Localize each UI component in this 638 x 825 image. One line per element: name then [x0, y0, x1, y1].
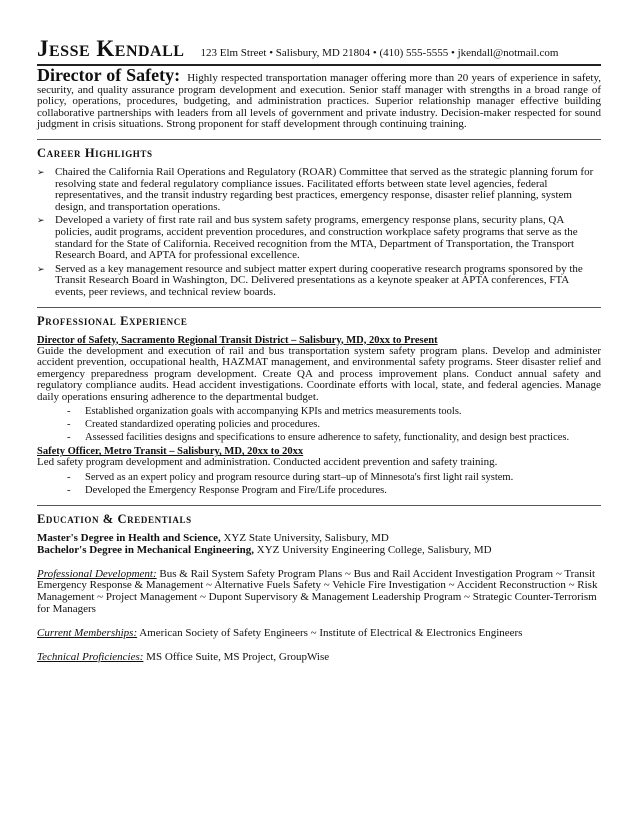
list-item — [37, 405, 601, 418]
contact-info: 123 Elm Street • Salisbury, MD 21804 • (410) 555-5555 • jkendall@notmail.com — [200, 47, 559, 59]
proficiencies-label: Technical Proficiencies: — [37, 650, 144, 663]
memberships-text: American Society of Safety Engineers ~ Institute of Electrical & Electronics Engineers — [139, 626, 523, 639]
list-item — [37, 418, 601, 431]
section-divider — [37, 505, 601, 506]
dash-bullet-icon: - — [67, 432, 71, 444]
section-divider — [37, 139, 601, 140]
objective-text: Highly respected transportation manager offering more than 20 years of experience in safety, security, and quality assurance program development and execution. Senior staff manager with strengths in a broad range of policy, operations, procedures, budgeting, and administration practices. Superior relationship manager effective building collaborative partnerships with leaders from all levels of government and private industry. Decision-maker respected for sound judgment in crisis situations. Strong proponent for staff development through continuing training. — [37, 72, 601, 131]
development-text: Bus & Rail System Safety Program Plans ~ Bus and Rail Accident Investigation Program ~ Transit Emergency Response & Management ~ Alternative Fuels Safety ~ Vehicle Fire Investigation ~ Accident Reconstruction ~ Risk Management ~ Project Management ~ Dupont Supervisory & Management Leadership Program ~ Strategic Counter-Terrorism for Managers — [37, 567, 598, 616]
objective-summary — [37, 65, 601, 131]
development-label: Professional Development: — [37, 567, 157, 580]
professional-development — [37, 569, 601, 616]
list-item — [37, 431, 601, 444]
job-description: Guide the development and execution of rail and bus transportation system safety program plans. Develop and administer accident prevention, occupational health, HAZMAT management, and environmental safety programs. Steer disaster relief and emergency preparedness program development. Create QA and process improvement plans. Conduct annual safety and regulatory compliance audits. Head accident investigations. Coordinate efforts with local, state, and federal agencies. Manage daily operations ensuring adherence to the departmental budget. — [37, 344, 601, 403]
section-divider — [37, 307, 601, 308]
job-title: Director of Safety, Sacramento Regional Transit District – Salisbury, MD, 20xx to Present — [37, 334, 438, 346]
degree-name: Bachelor's Degree in Mechanical Engineering, — [37, 543, 255, 556]
current-memberships — [37, 628, 601, 640]
resume-header — [37, 36, 601, 62]
job-description: Led safety program development and administration. Conducted accident prevention and safety training. — [37, 456, 498, 469]
duty-text: Assessed facilities designs and specifications to ensure adherence to safety, functionality, and design best practices. — [85, 432, 570, 444]
duty-text: Created standardized operating policies and procedures. — [85, 419, 320, 431]
professional-experience-heading: Professional Experience — [37, 313, 188, 328]
proficiencies-text: MS Office Suite, MS Project, GroupWise — [146, 650, 330, 663]
degree-entry — [37, 545, 601, 557]
dash-bullet-icon: - — [67, 419, 71, 431]
memberships-label: Current Memberships: — [37, 626, 138, 639]
job-duties-list — [37, 471, 601, 497]
arrow-bullet-icon: ➢ — [37, 166, 45, 177]
list-item — [37, 215, 601, 261]
highlight-text: Chaired the California Rail Operations and Regulatory (ROAR) Committee that served as the strategic planning forum for resolving state and federal regulatory compliance issues. Facilitated efforts between state level agencies, federal representatives, and the transit industry regarding best practices, emergency response, disaster relief planning, system design, and transportation operations. — [55, 165, 594, 213]
dash-bullet-icon: - — [67, 472, 71, 484]
duty-text: Served as an expert policy and program resource during start–up of Minnesota's first light rail system. — [85, 472, 514, 484]
career-highlights-heading: Career Highlights — [37, 145, 153, 160]
arrow-bullet-icon: ➢ — [37, 215, 45, 226]
degree-school: XYZ University Engineering College, Salisbury, MD — [256, 543, 492, 556]
resume-page — [37, 36, 601, 663]
objective-title: Director of Safety: — [37, 65, 181, 85]
job-duties-list — [37, 405, 601, 444]
list-item — [37, 264, 601, 299]
list-item — [37, 484, 601, 497]
job-title: Safety Officer, Metro Transit – Salisbury, MD, 20xx to 20xx — [37, 446, 304, 458]
degree-school: XYZ State University, Salisbury, MD — [223, 532, 389, 545]
applicant-name: Jesse Kendall — [37, 36, 185, 61]
education-heading: Education & Credentials — [37, 512, 192, 527]
highlight-text: Developed a variety of first rate rail and bus system safety programs, emergency response plans, security plans, QA policies, audit programs, accident prevention procedures, and construction workplace safety programs that serve as the standard for the State of California. Received recognition from the MTA, Department of Transportation, the Transport Research Board, and APTA for professional excellence. — [55, 214, 578, 262]
highlight-text: Served as a key management resource and subject matter expert during cooperative research programs sponsored by the Transit Research Board in Washington, DC. Delivered presentations as a keynote speaker at APTA conferences, FTA events, peer reviews, and technical review boards. — [55, 262, 583, 298]
degree-name: Master's Degree in Health and Science, — [37, 532, 221, 545]
dash-bullet-icon: - — [67, 485, 71, 497]
list-item — [37, 167, 601, 213]
arrow-bullet-icon: ➢ — [37, 263, 45, 274]
duty-text: Established organization goals with accompanying KPIs and metrics measurements tools. — [85, 406, 462, 418]
list-item — [37, 471, 601, 484]
technical-proficiencies — [37, 652, 601, 664]
duty-text: Developed the Emergency Response Program and Fire/Life procedures. — [85, 485, 387, 497]
dash-bullet-icon: - — [67, 406, 71, 418]
career-highlights-list — [37, 167, 601, 299]
